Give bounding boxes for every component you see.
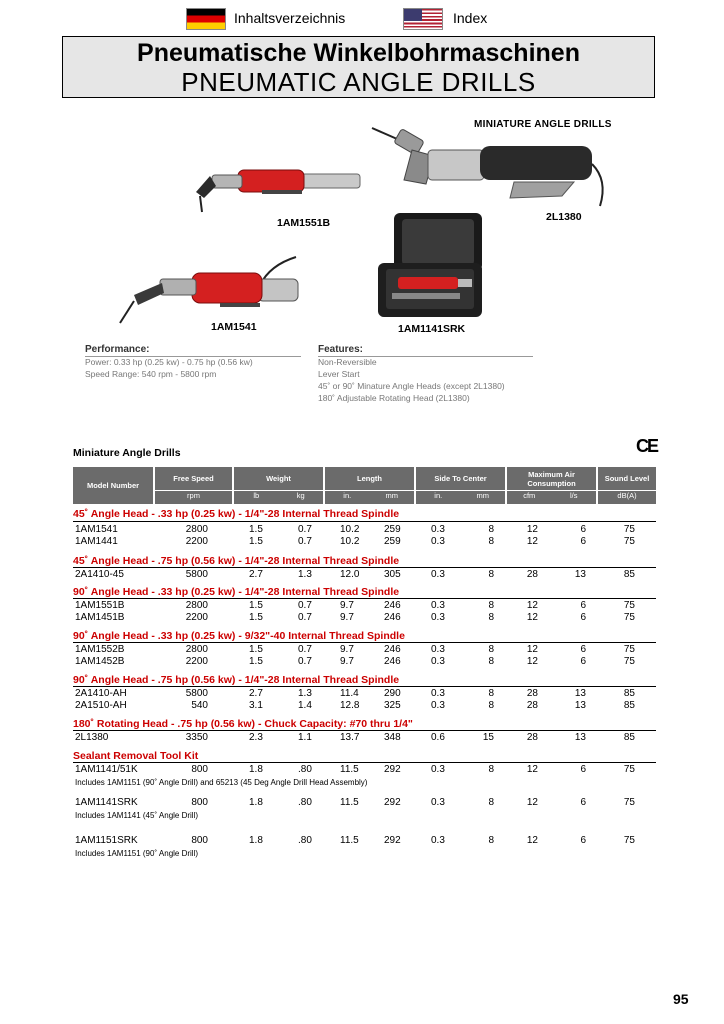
table-row: 1AM1141SRK 800 1.8 .80 11.5 292 0.3 8 12 6 75 [75, 797, 635, 808]
label-1am1551b: 1AM1551B [277, 217, 331, 229]
table-row: 1AM1551B 2800 1.5 0.7 9.7 246 0.3 8 12 6 75 [75, 600, 635, 611]
section-heading: 45˚ Angle Head - .75 hp (0.56 kw) - 1/4"-28 Internal Thread Spindle [73, 555, 400, 567]
features-line: Non-Reversible [318, 357, 377, 367]
section-rule [73, 686, 656, 687]
inhaltsverzeichnis-link[interactable]: Inhaltsverzeichnis [234, 10, 346, 26]
section-heading: 180˚ Rotating Head - .75 hp (0.56 kw) - Chuck Capacity: #70 thru 1/4" [73, 718, 413, 730]
table-row: 2A1410-AH 5800 2.7 1.3 11.4 290 0.3 8 28 13 85 [75, 688, 635, 699]
header-sound-level: Sound Level dB(A) [598, 467, 656, 504]
index-link[interactable]: Index [453, 10, 488, 26]
performance-heading: Performance: [85, 344, 150, 355]
table-row: 1AM1552B 2800 1.5 0.7 9.7 246 0.3 8 12 6 75 [75, 644, 635, 655]
german-flag-icon[interactable] [186, 8, 226, 30]
section-rule [73, 598, 656, 599]
section-rule [73, 730, 656, 731]
ce-mark-icon: CE [636, 436, 658, 456]
label-2l1380: 2L1380 [546, 211, 582, 223]
header-air-consumption: Maximum Air Consumption cfm l/s [507, 467, 596, 504]
kit-note: Includes 1AM1141 (45˚ Angle Drill) [75, 811, 199, 820]
section-rule [73, 567, 656, 568]
table-row: 1AM1541 2800 1.5 0.7 10.2 259 0.3 8 12 6 75 [75, 524, 635, 535]
table-caption: Miniature Angle Drills [73, 447, 181, 459]
table-row: 1AM1452B 2200 1.5 0.7 9.7 246 0.3 8 12 6 75 [75, 656, 635, 667]
table-row: 1AM1451B 2200 1.5 0.7 9.7 246 0.3 8 12 6 75 [75, 612, 635, 623]
section-rule [73, 642, 656, 643]
page-number: 95 [673, 991, 689, 1007]
kit-note: Includes 1AM1151 (90˚ Angle Drill) and 65213 (45 Deg Angle Drill Head Assembly) [75, 778, 368, 787]
miniature-angle-drills-heading: MINIATURE ANGLE DRILLS [474, 119, 612, 130]
table-row: 2A1510-AH 540 3.1 1.4 12.8 325 0.3 8 28 13 85 [75, 700, 635, 711]
section-rule [73, 762, 656, 763]
header-side-to-center: Side To Center in. mm [416, 467, 505, 504]
features-line: 45˚ or 90˚ Minature Angle Heads (except 2L1380) [318, 381, 505, 391]
performance-line: Power: 0.33 hp (0.25 kw) - 0.75 hp (0.56 kw) [85, 357, 253, 367]
header-free-speed: Free Speed rpm [155, 467, 232, 504]
section-heading: 90˚ Angle Head - .75 hp (0.56 kw) - 1/4"-28 Internal Thread Spindle [73, 674, 400, 686]
header-weight: Weight lb kg [234, 467, 323, 504]
drill-2l1380-image [364, 120, 620, 212]
section-rule [73, 521, 656, 522]
drill-1am1541-image [100, 255, 306, 329]
section-heading: 90˚ Angle Head - .33 hp (0.25 kw) - 9/32"-40 Internal Thread Spindle [73, 630, 405, 642]
kit-note: Includes 1AM1151 (90˚ Angle Drill) [75, 849, 199, 858]
performance-line: Speed Range: 540 rpm - 5800 rpm [85, 369, 217, 379]
section-heading: 45˚ Angle Head - .33 hp (0.25 kw) - 1/4"-28 Internal Thread Spindle [73, 508, 400, 520]
section-heading: 90˚ Angle Head - .33 hp (0.25 kw) - 1/4"-28 Internal Thread Spindle [73, 586, 400, 598]
table-row: 1AM1151SRK 800 1.8 .80 11.5 292 0.3 8 12 6 75 [75, 835, 635, 846]
title-english: PNEUMATIC ANGLE DRILLS [181, 67, 536, 97]
label-1am1541: 1AM1541 [211, 321, 257, 333]
kit-1am1141srk-image [376, 211, 482, 319]
table-row: 1AM1441 2200 1.5 0.7 10.2 259 0.3 8 12 6 75 [75, 536, 635, 547]
features-line: 180˚ Adjustable Rotating Head (2L1380) [318, 393, 470, 403]
header-model-number: Model Number [73, 467, 153, 504]
section-heading: Sealant Removal Tool Kit [73, 750, 199, 762]
us-flag-icon[interactable] [403, 8, 443, 30]
title-german: Pneumatische Winkelbohrmaschinen [137, 39, 580, 67]
drill-1am1551b-image [192, 162, 374, 224]
table-row: 1AM1141/51K 800 1.8 .80 11.5 292 0.3 8 12 6 75 [75, 764, 635, 775]
features-heading: Features: [318, 344, 364, 355]
table-row: 2L1380 3350 2.3 1.1 13.7 348 0.6 15 28 13 85 [75, 732, 635, 743]
table-row: 2A1410-45 5800 2.7 1.3 12.0 305 0.3 8 28 13 85 [75, 569, 635, 580]
features-line: Lever Start [318, 369, 360, 379]
label-1am1141srk: 1AM1141SRK [398, 323, 466, 335]
top-navigation [0, 6, 724, 32]
title-box [62, 36, 655, 98]
header-length: Length in. mm [325, 467, 414, 504]
